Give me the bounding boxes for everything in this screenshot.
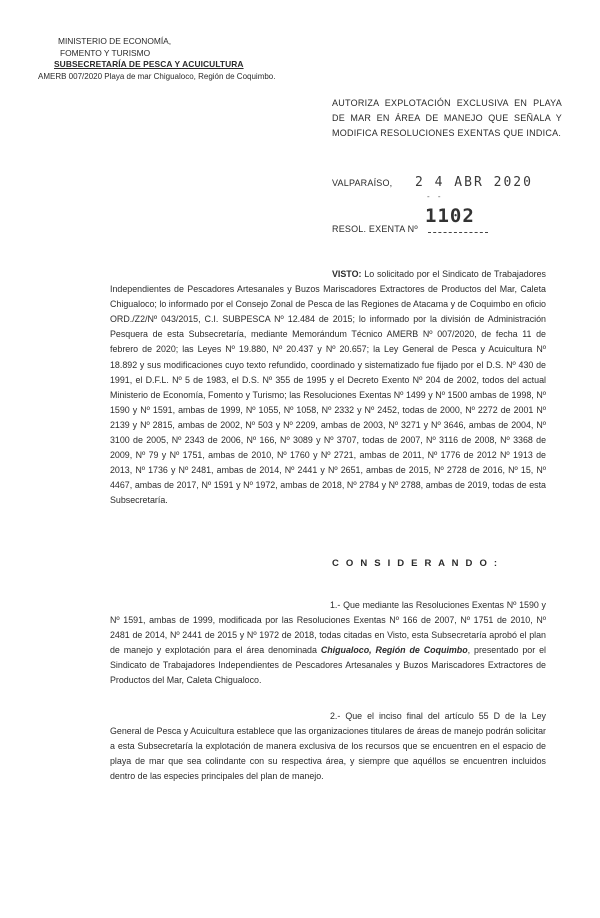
resolution-subject: AUTORIZA EXPLOTACIÓN EXCLUSIVA EN PLAYA DE MAR EN ÁREA DE MANEJO QUE SEÑALA Y MODIFICA RESOLUCIONES EXENTAS QUE INDICA. [332, 98, 562, 138]
subsecretaria-title: SUBSECRETARÍA DE PESCA Y ACUICULTURA [54, 59, 244, 69]
considerando-heading: C O N S I D E R A N D O : [332, 558, 500, 569]
resolution-label: RESOL. EXENTA Nº [332, 224, 418, 234]
resolution-number-line [428, 232, 488, 233]
visto-paragraph [110, 267, 546, 509]
visto-keyword: VISTO: [332, 269, 362, 279]
considerando-item-1 [110, 598, 546, 689]
item-2-text: Que el inciso final del artículo 55 D de la Ley General de Pesca y Acuicultura establece que las organizaciones titulares de áreas de manejo podrán solicitar a esta Subsecretaría la explotación de manera exclusiva de los recursos que se encuentren en el espacio de playa de mar que sea colindante con su respectiva área, y siempre que aquéllos se encuentren incluidos dentro de las especies principales del plan de manejo. [110, 711, 546, 782]
ministry-line-1: MINISTERIO DE ECONOMÍA, [58, 36, 172, 46]
item-2-number: 2.- [330, 711, 341, 721]
date-stamp: 2 4 ABR 2020 [415, 175, 533, 190]
item-1-text-a: Que mediante las Resoluciones Exentas Nº 1590 y Nº 1591, ambas de 1999, modificada por las Resoluciones Exentas Nº 166 de 2007, Nº 1751 de 2010, Nº 2481 de 2014, Nº 2441 de 2015 y Nº 1972 de 2018, todas citadas en Visto, esta Subsecretaría aprobó el plan de manejo y explotación para el área denominada [110, 600, 546, 656]
letterhead [38, 36, 284, 82]
considerando-item-2 [110, 709, 546, 784]
item-1-number: 1.- [330, 600, 341, 610]
reference-line: AMERB 007/2020 Playa de mar Chigualoco, Región de Coquimbo. [38, 71, 276, 81]
item-1-emphasis: Chigualoco, Región de Coquimbo [320, 645, 468, 656]
item-1-text-b: , presentado por el Sindicato de Trabajadores Independientes de Pescadores Artesanales y Buzos Mariscadores Extractores de Productos del Mar, Caleta Chigualoco. [110, 645, 546, 686]
ministry-line-2: FOMENTO Y TURISMO [60, 47, 151, 58]
resolution-number-stamp: 1102 [425, 205, 475, 227]
date-stamp-marks: - - [427, 192, 444, 201]
city-label: VALPARAÍSO, [332, 178, 393, 188]
visto-text: Lo solicitado por el Sindicato de Trabajadores Independientes de Pescadores Artesanales y Buzos Mariscadores Extractores de Productos del Mar, Caleta Chigualoco; lo informado por el Consejo Zonal de Pesca de las Regiones de Atacama y de Coquimbo en oficio ORD./Z2/Nº 043/2015, C.I. SUBPESCA Nº 12.484 de 2015; lo informado por la división de Administración Pesquera de esta Subsecretaría, mediante Memorándum Técnico AMERB Nº 007/2020, de fecha 11 de febrero de 2020; las Leyes Nº 19.880, Nº 20.437 y Nº 20.657; la Ley General de Pesca y Acuicultura Nº 18.892 y sus modificaciones cuyo texto refundido, coordinado y sistematizado fue fijado por el D.S. Nº 430 de 1991, el D.F.L. Nº 5 de 1983, el D.S. Nº 355 de 1995 y el Decreto Exento Nº 204 de 2002, todos del actual Ministerio de Economía, Fomento y Turismo; las Resoluciones Exentas Nº 1499 y Nº 1500 ambas de 1998, Nº 1590 y Nº 1591, ambas de 1999, Nº 1055, Nº 1058, Nº 2332 y Nº 2452, todas de 2000, Nº 2272 de 2001 Nº 2139 y Nº 2815, ambas de 2002, Nº 503 y Nº 2209, ambas de 2003, Nº 3271 y Nº 3646, ambas de 2004, Nº 3100 de 2005, Nº 2343 de 2006, Nº 166, Nº 3089 y Nº 3707, todas de 2007, Nº 3116 de 2008, Nº 3368 de 2009, Nº 79 y Nº 1751, ambas de 2010, Nº 1760 y Nº 2721, ambas de 2011, Nº 1776 de 2012 Nº 1913 de 2013, Nº 1736 y Nº 2481, ambas de 2014, Nº 2441 y Nº 2651, ambas de 2015, Nº 2728 de 2016, Nº 15, Nº 4467, ambas de 2017, Nº 1591 y Nº 1972, ambas de 2018, Nº 2784 y Nº 2788, ambas de 2019, todas de esta Subsecretaría. [110, 269, 546, 506]
